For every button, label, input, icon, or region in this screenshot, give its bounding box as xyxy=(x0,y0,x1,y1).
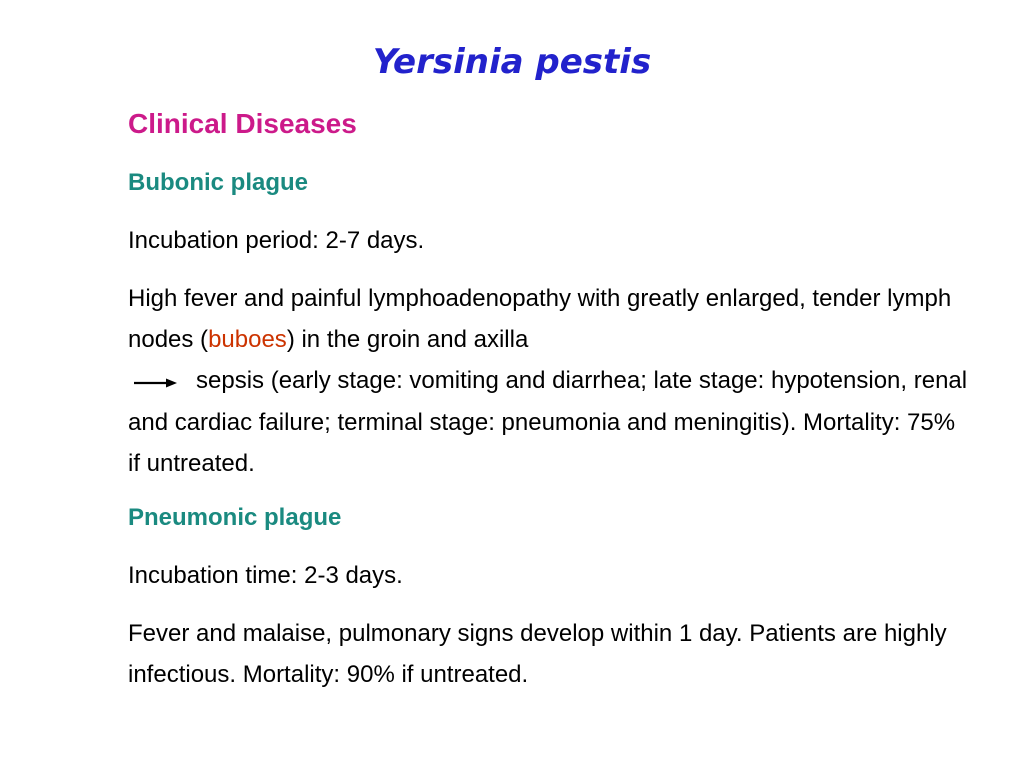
slide-title: Yersinia pestis xyxy=(372,42,652,82)
pneumonic-heading: Pneumonic plague xyxy=(128,504,342,532)
right-arrow-icon xyxy=(132,361,178,402)
bubonic-description-part2: ) in the groin and axilla xyxy=(286,326,529,353)
bubonic-heading: Bubonic plague xyxy=(128,169,308,196)
pneumonic-description: Fever and malaise, pulmonary signs develop within 1 day. Patients are highly infectious. Mortality: 90% if untreated. xyxy=(128,620,947,689)
bubonic-description xyxy=(128,278,968,484)
bubonic-description-part3: sepsis (early stage: vomiting and diarrhea; late stage: hypotension, renal and cardiac failure; terminal stage: pneumonia and meningitis). Mortality: 75% if untreated. xyxy=(128,367,968,478)
pneumonic-incubation: Incubation time: 2-3 days. xyxy=(128,562,403,590)
bubonic-incubation: Incubation period: 2-7 days. xyxy=(128,227,425,254)
slide-body xyxy=(128,104,968,712)
buboes-term: buboes xyxy=(208,326,287,353)
bubonic-description-part1: High fever and painful lymphoadenopathy with greatly enlarged, tender lymph nodes ( xyxy=(128,285,952,353)
section-heading: Clinical Diseases xyxy=(128,108,357,139)
